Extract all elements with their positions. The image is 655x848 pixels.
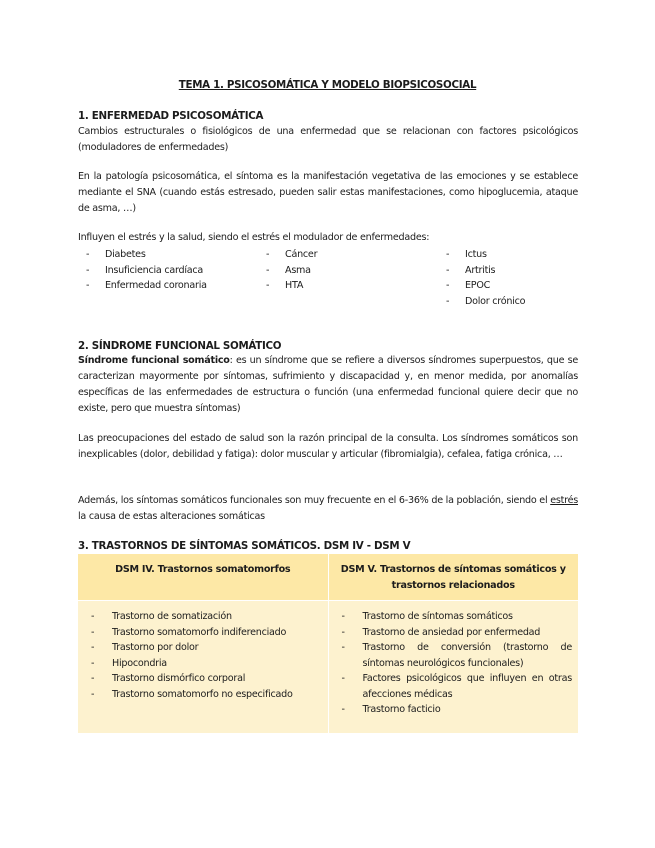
section-1-paragraph-3: Influyen el estrés y la salud, siendo el estrés el modulador de enfermedades:	[78, 232, 430, 243]
section-2-paragraph-1	[78, 353, 578, 417]
disease-list-column-3	[438, 247, 525, 309]
paragraph-text: la causa de estas alteraciones somáticas	[78, 511, 265, 522]
list-item: - Insuficiencia cardíaca	[78, 263, 207, 279]
list-item: - HTA	[258, 278, 317, 294]
definition-text: : es un síndrome que se refiere a diversos síndromes superpuestos, que se caracterizan mayormente por síntomas, sufrimiento y discapacidad y, en menor medida, por anomalías específicas de las enfermedades de estructura o función (una enfermedad funcional quiere decir que no existe, pero que muestra síntomas)	[78, 355, 578, 414]
list-item: - Trastorno de somatización	[84, 609, 322, 625]
disease-list-column-1	[78, 247, 207, 294]
list-item: - Ictus	[438, 247, 525, 263]
paragraph-text: Además, los síntomas somáticos funcionales son muy frecuente en el 6-36% de la población, siendo el	[78, 495, 551, 506]
list-item: - Trastorno dismórfico corporal	[84, 671, 322, 687]
list-item: - Enfermedad coronaria	[78, 278, 207, 294]
list-item: - Artritis	[438, 263, 525, 279]
term-bold: Síndrome funcional somático	[78, 355, 230, 366]
list-item: - Asma	[258, 263, 317, 279]
list-item: - Hipocondria	[84, 656, 322, 672]
table-cell-dsm-iv	[78, 601, 328, 734]
underlined-term: estrés	[550, 495, 578, 506]
document-title: TEMA 1. PSICOSOMÁTICA Y MODELO BIOPSICOSOCIAL	[178, 79, 477, 91]
list-item: - Trastorno de ansiedad por enfermedad	[335, 625, 573, 641]
list-item: - Trastorno de conversión (trastorno de síntomas neurológicos funcionales)	[335, 640, 573, 671]
list-item: - Dolor crónico	[438, 294, 525, 310]
section-1-paragraph-1: Cambios estructurales o fisiológicos de una enfermedad que se relacionan con factores psicológicos (moduladores de enfermedades)	[78, 126, 578, 153]
section-1-heading: 1. ENFERMEDAD PSICOSOMÁTICA	[78, 110, 264, 122]
list-item: - EPOC	[438, 278, 525, 294]
dsm-comparison-table	[78, 554, 578, 733]
table-header-dsm-v: DSM V. Trastornos de síntomas somáticos y trastornos relacionados	[328, 554, 578, 601]
section-2-heading: 2. SÍNDROME FUNCIONAL SOMÁTICO	[78, 340, 282, 352]
table-cell-dsm-v	[328, 601, 578, 734]
dsm-iv-list	[84, 609, 322, 702]
section-2-paragraph-2: Las preocupaciones del estado de salud son la razón principal de la consulta. Los síndromes somáticos son inexplicables (dolor, debilidad y fatiga): dolor muscular y articular (fibromialgia), cefalea, fatiga crónica, …	[78, 433, 578, 460]
section-1-paragraph-2: En la patología psicosomática, el síntoma es la manifestación vegetativa de las emociones y se establece mediante el SNA (cuando estás estresado, pueden salir estas manifestaciones, como hipoglucemia, ataque de asma, …)	[78, 171, 578, 214]
table-header-row	[78, 554, 578, 601]
table-header-dsm-iv: DSM IV. Trastornos somatomorfos	[78, 554, 328, 601]
list-item: - Trastorno por dolor	[84, 640, 322, 656]
list-item: - Cáncer	[258, 247, 317, 263]
list-item: - Trastorno somatomorfo indiferenciado	[84, 625, 322, 641]
dsm-v-list	[335, 609, 573, 718]
table-row	[78, 601, 578, 734]
list-item: - Diabetes	[78, 247, 207, 263]
list-item: - Trastorno facticio	[335, 702, 573, 718]
list-item: - Trastorno de síntomas somáticos	[335, 609, 573, 625]
section-2-paragraph-3	[78, 493, 578, 525]
list-item: - Trastorno somatomorfo no especificado	[84, 687, 322, 703]
section-3-heading: 3. TRASTORNOS DE SÍNTOMAS SOMÁTICOS. DSM IV - DSM V	[78, 540, 411, 552]
disease-list-column-2	[258, 247, 317, 294]
list-item: - Factores psicológicos que influyen en otras afecciones médicas	[335, 671, 573, 702]
